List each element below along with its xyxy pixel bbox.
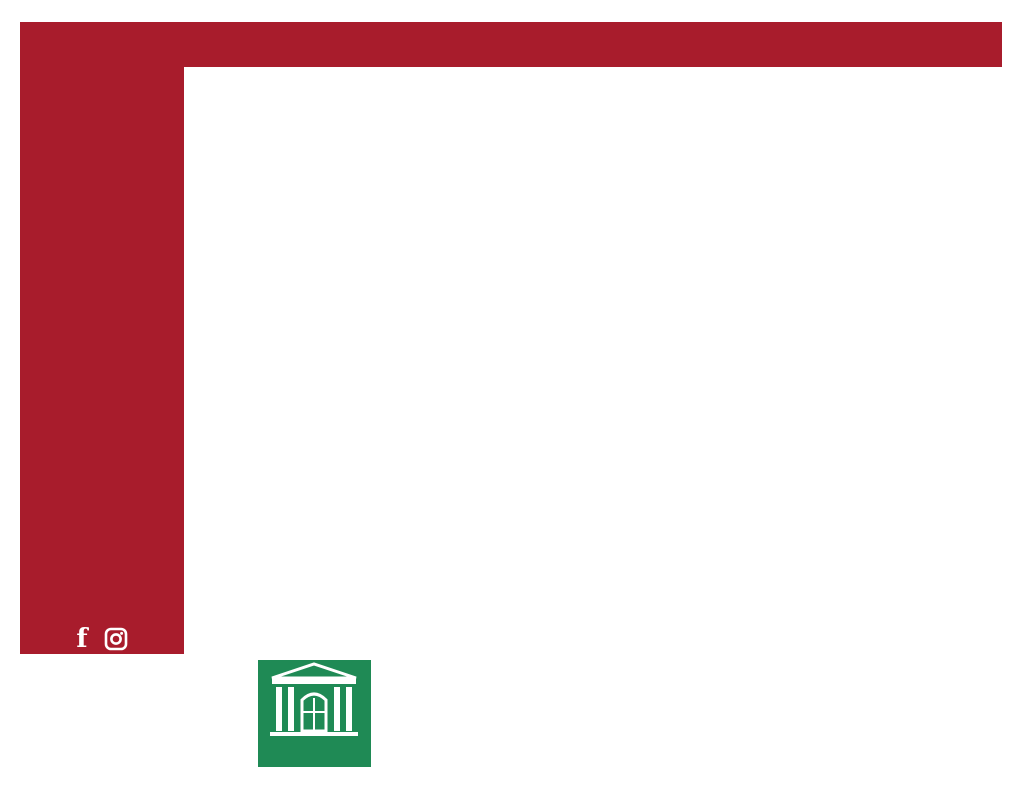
month-title-wrap [26,58,176,548]
calendar-grid [184,67,1002,654]
sidebar [20,22,184,654]
weekday-header [184,22,1002,67]
library-building-icon [258,660,371,740]
social-icons [20,626,184,652]
facebook-icon[interactable]: f [76,624,88,654]
library-logo [258,660,371,767]
instagram-icon[interactable] [104,627,128,651]
